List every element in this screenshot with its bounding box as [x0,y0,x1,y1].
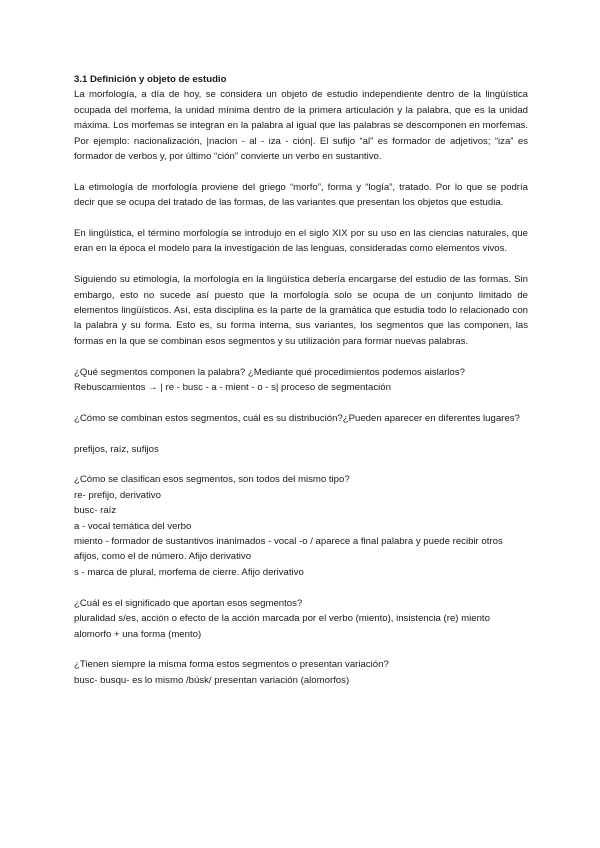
paragraph-scope: Siguiendo su etimología, la morfología en la lingüística debería encargarse del estudio de las formas. Sin embargo, esto no sucede así puesto que la morfología solo se ocupa de un conjunto limitado de elementos lingüísticos. Así, esta disciplina es la parte de la gramática que estudia todo lo relacionado con la palabra y su forma. Esto es, su forma interna, sus variantes, los segmentos que las componen, las formas en la que se combinan esos segmentos y su utilización para formar nuevas palabras. [74,274,528,347]
document-page [74,72,528,704]
answer-3-line: re- prefijo, derivativo [74,489,161,501]
qa-block-4 [74,596,528,642]
answer-4-line: pluralidad s/es, acción o efecto de la acción marcada por el verbo (miento), insistencia (re) miento [74,613,490,625]
qa-block-1 [74,365,528,396]
answer-5: busc- busqu- es lo mismo /búsk/ presentan variación (alomorfos) [74,674,350,686]
answer-4-line: alomorfo + una forma (mento) [74,628,202,640]
question-3: ¿Cómo se clasifican esos segmentos, son todos del mismo tipo? [74,474,350,486]
qa-block-2 [74,411,528,426]
paragraph-definition: La morfología, a día de hoy, se considera un objeto de estudio independiente dentro de la lingüística ocupada del morfema, la unidad mínima dentro de la primera articulación y la palabra, que es la unidad máxima. Los morfemas se integran en la palabra al igual que las palabras se descomponen en morfemas. Por ejemplo: nacionalización, |nacion - al - iza - ción|. El sufijo “al” es formador de adjetivos; “iza” es formador de verbos y, por último “ción” convierte un verbo en sustantivo. [74,89,528,163]
question-5: ¿Tienen siempre la misma forma estos segmentos o presentan variación? [74,659,389,671]
answer-3-line: miento - formador de sustantivos inanimados - vocal -o / aparece a final palabra y puede recibir otros afijos, como el de número. Afijo derivativo [74,536,503,563]
question-1: ¿Qué segmentos componen la palabra? ¿Mediante qué procedimientos podemos aislarlos? [74,366,465,378]
question-2: ¿Cómo se combinan estos segmentos, cuál es su distribución?¿Pueden aparecer en diferentes lugares? [74,412,520,424]
qa-block-3 [74,472,528,580]
question-4: ¿Cuál es el significado que aportan esos segmentos? [74,597,303,609]
paragraph-etymology: La etimología de morfología proviene del griego “morfo”, forma y “logía”, tratado. Por lo que se podría decir que se ocupa del tratado de las formas, de las variantes que presentan los objetos que estudia. [74,181,528,209]
section-heading: 3.1 Definición y objeto de estudio [74,74,227,85]
paragraph-history: En lingüística, el término morfología se introdujo en el siglo XIX por su uso en las ciencias naturales, que eran en la época el modelo para la investigación de las lenguas, consideradas como elementos vivos. [74,228,528,255]
answer-3-line: busc- raíz [74,505,117,517]
answer-2-block [74,442,528,457]
qa-block-5 [74,657,528,688]
answer-3-line: s - marca de plural, morfema de cierre. Afijo derivativo [74,566,304,578]
answer-2: prefijos, raíz, sufijos [74,443,159,455]
answer-3-line: a - vocal temática del verbo [74,520,192,532]
answer-1: Rebuscamientos → | re - busc - a - mient - o - s| proceso de segmentación [74,382,391,394]
